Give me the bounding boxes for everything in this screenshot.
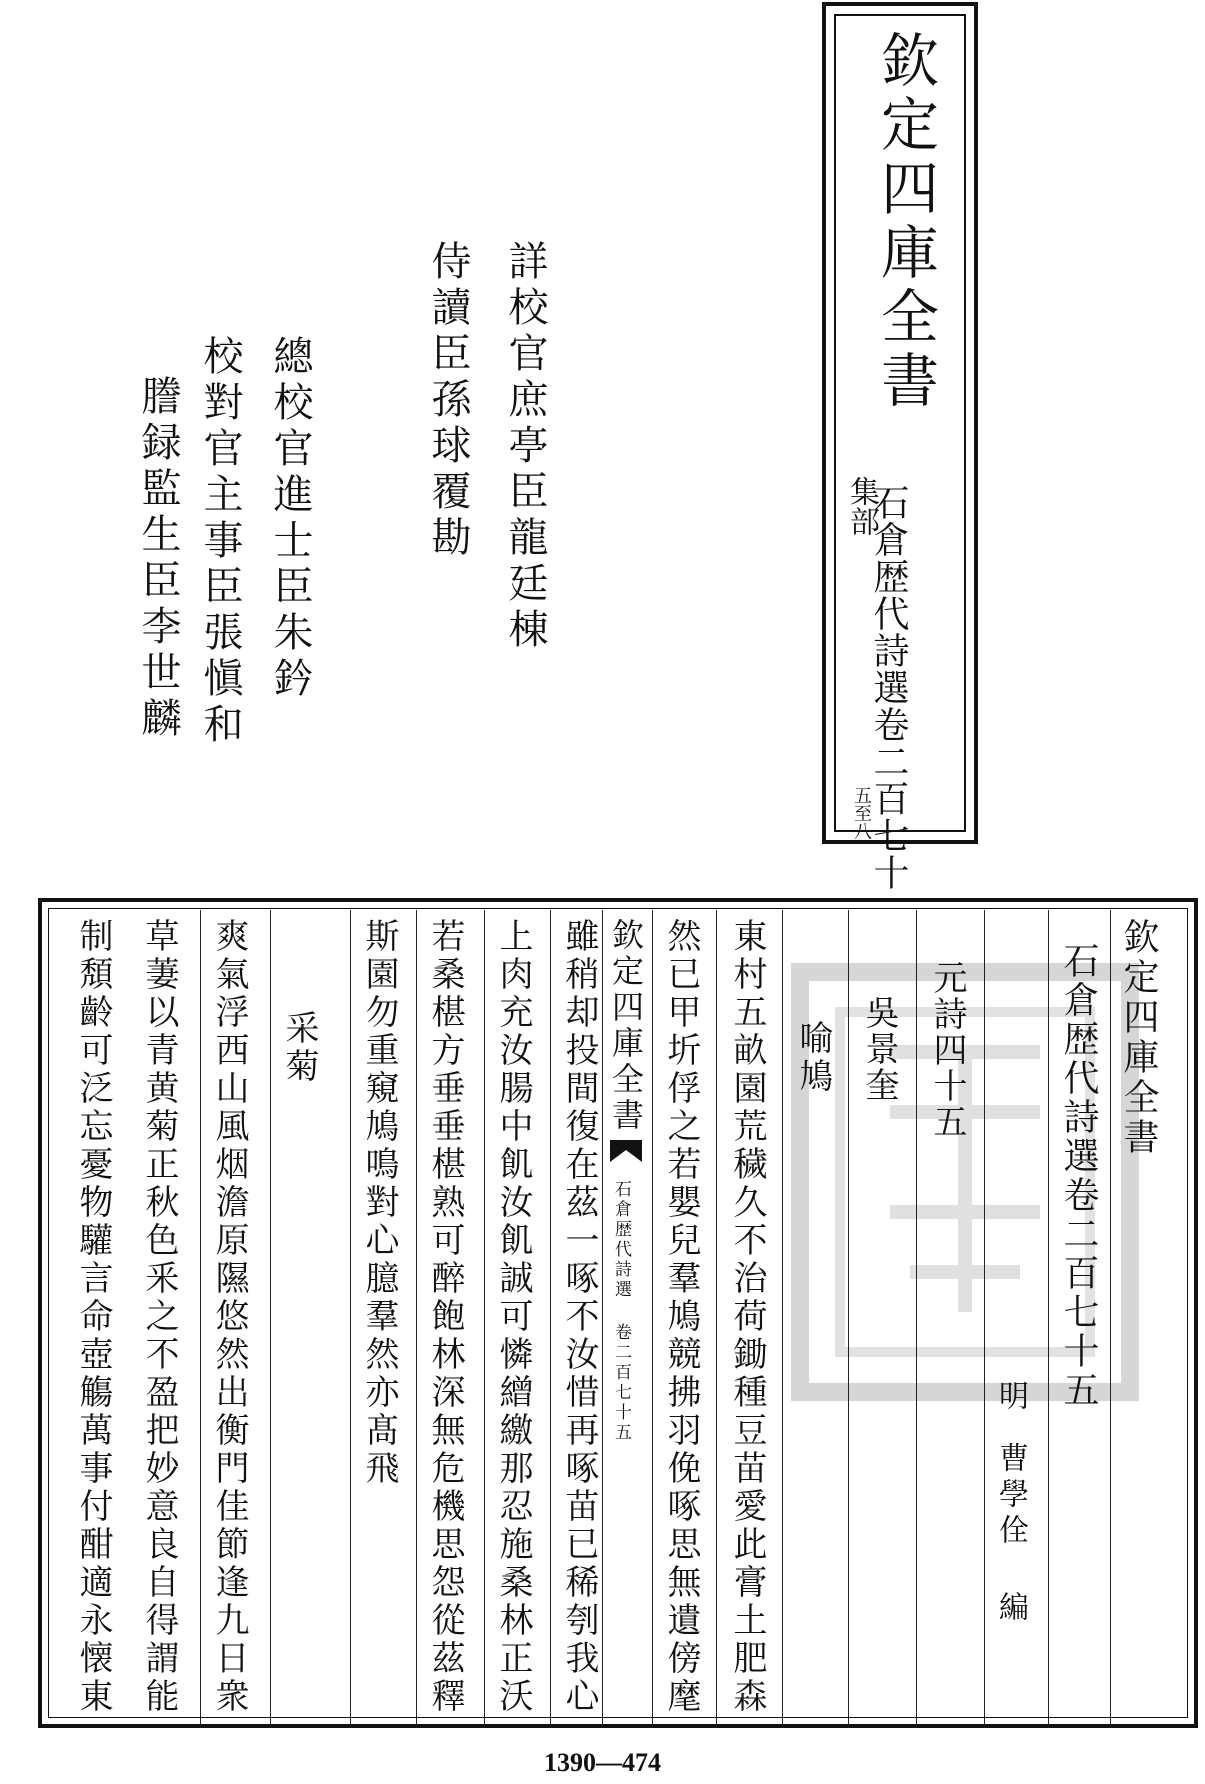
cover-title: 欽定四庫全書	[871, 30, 939, 414]
poem-line: 斯園勿重窺鳩鳴對心臆羣然亦髙飛	[359, 918, 399, 1488]
poem-line: 然已甲圻俘之若嬰兒羣鳩競拂羽俛啄思無遺傍麾	[661, 918, 701, 1716]
author-name: 吳景奎	[859, 995, 899, 1103]
poem-title-1: 喻鳩	[793, 1020, 833, 1096]
cover-book-title: 石倉歴代詩選卷二百七十	[868, 484, 909, 891]
credit-proofreader: 校對官主事臣張愼和	[197, 335, 243, 749]
volume-heading: 石倉歴代詩選卷二百七十五	[1058, 942, 1099, 1410]
compiler-credit: 曹學佺 編	[993, 1442, 1028, 1627]
page-number: 1390—474	[544, 1748, 661, 1777]
column-rule	[416, 910, 417, 1728]
column-rule	[652, 910, 653, 1728]
column-rule	[1110, 910, 1111, 1728]
poem-line: 東村五畝園荒穢久不治荷鋤種豆苗愛此膏土肥森	[727, 918, 767, 1716]
column-rule	[916, 910, 917, 1728]
poem-title-2: 采菊	[279, 1010, 319, 1086]
column-rule	[270, 910, 271, 1728]
credit-detailed-collator: 詳校官庶𠅘臣龍廷棟	[502, 240, 548, 654]
poem-line: 爽氣浮西山風烟澹原隰悠然出衡門佳節逢九日衆	[209, 918, 249, 1716]
column-rule	[200, 910, 201, 1728]
banxin-title: 欽定四庫全書	[607, 918, 645, 1134]
cover-inner-border	[834, 14, 966, 891]
dynasty-label: 明	[993, 1380, 1028, 1420]
cover-volume-range: 五至八	[851, 786, 872, 840]
column-rule	[716, 910, 717, 1728]
page-header-title: 欽定四庫全書	[1118, 918, 1159, 1158]
column-rule	[484, 910, 485, 1728]
column-rule	[848, 910, 849, 1728]
banxin-rule	[602, 910, 603, 1728]
column-rule	[350, 910, 351, 1728]
credit-reader: 侍讀臣孫球覆勘	[425, 240, 471, 562]
poem-line: 制頽齡可泛忘憂物驩言命壺觴萬事付酣適永懐東	[73, 918, 113, 1716]
poem-line: 草萋以青黄菊正秋色釆之不盈把妙意良自得謂能	[139, 918, 179, 1716]
cover-label	[822, 2, 978, 891]
column-rule	[782, 910, 783, 1728]
fish-tail-mark	[608, 1138, 644, 1164]
column-rule	[550, 910, 551, 1728]
cover-section: 集部	[844, 476, 879, 536]
column-rule	[984, 910, 985, 1728]
banxin-subtitle: 石倉歴代詩選 卷二百七十五	[611, 1180, 631, 1443]
credit-copyist: 謄録監生臣李世麟	[135, 375, 181, 743]
section-heading: 元詩四十五	[927, 960, 967, 1140]
column-rule	[1048, 910, 1049, 1728]
poem-line: 若桑椹方垂垂椹熟可醉飽林深無危機思怨從茲釋	[425, 918, 465, 1716]
credit-chief-collator: 總校官進士臣朱鈐	[267, 335, 313, 703]
poem-line: 雖稍却投間復在茲一啄不汝惜再啄苗已稀刳我心	[559, 918, 599, 1716]
poem-line: 上肉充汝腸中飢汝飢誠可憐繒繳那忍施桑林正沃	[493, 918, 533, 1716]
